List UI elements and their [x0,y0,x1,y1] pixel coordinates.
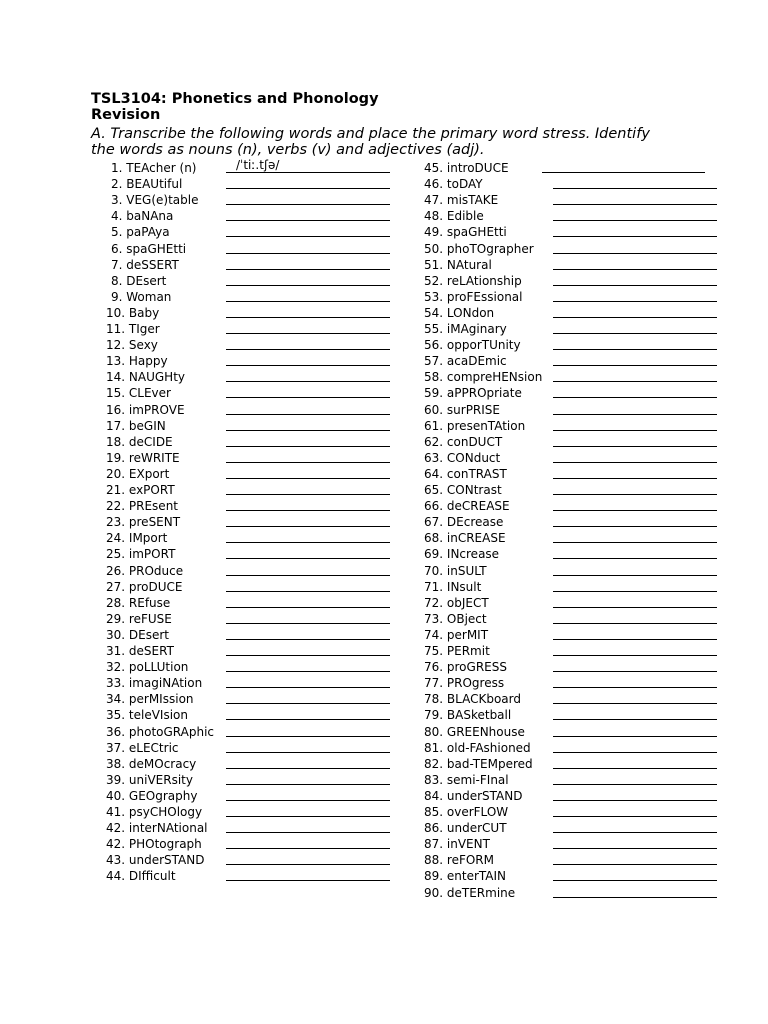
answer-blank[interactable] [553,400,717,415]
word-label: 63. CONduct [424,451,501,465]
word-label: 52. reLAtionship [424,274,522,288]
answer-blank[interactable] [553,593,717,608]
answer-blank[interactable] [553,770,717,785]
answer-blank[interactable] [553,641,717,656]
word-label: 64. conTRAST [424,467,507,481]
answer-blank[interactable] [553,834,717,849]
answer-blank[interactable] [553,416,717,431]
answer-blank[interactable] [553,464,717,479]
answer-blank[interactable] [226,786,390,801]
answer-blank[interactable] [226,609,390,624]
answer-blank[interactable] [226,528,390,543]
word-label: 28. REfuse [106,596,171,610]
answer-blank[interactable] [226,738,390,753]
answer-blank[interactable] [226,480,390,495]
answer-blank[interactable] [553,561,717,576]
word-label: 33. imagiNAtion [106,676,203,690]
answer-blank[interactable] [226,657,390,672]
word-label: 72. obJECT [424,596,489,610]
word-label: 66. deCREASE [424,499,510,513]
word-label: 48. Edible [424,209,484,223]
answer-blank[interactable] [553,528,717,543]
word-label: 47. misTAKE [424,193,499,207]
answer-blank[interactable] [553,818,717,833]
answer-blank[interactable] [226,593,390,608]
word-label: 15. CLEver [106,386,171,400]
answer-blank[interactable] [553,383,717,398]
answer-blank[interactable] [226,705,390,720]
word-label: 1. TEAcher (n) [111,161,197,175]
document-title: TSL3104: Phonetics and Phonology [91,91,379,107]
word-label: 35. teleVIsion [106,708,188,722]
answer-blank[interactable] [553,689,717,704]
word-label: 51. NAtural [424,258,492,272]
word-label: 46. toDAY [424,177,483,191]
word-label: 34. perMIssion [106,692,194,706]
answer-blank[interactable] [553,448,717,463]
answer-blank[interactable] [553,432,717,447]
word-label: 43. underSTAND [106,853,205,867]
word-label: 87. inVENT [424,837,490,851]
word-label: 12. Sexy [106,338,158,352]
word-label: 80. GREENhouse [424,725,525,739]
answer-blank[interactable] [226,818,390,833]
answer-blank[interactable] [226,770,390,785]
answer-blank[interactable] [553,657,717,672]
answer-blank[interactable] [226,802,390,817]
word-label: 4. baNAna [111,209,174,223]
answer-blank[interactable] [226,222,390,237]
word-label: 32. poLLUtion [106,660,189,674]
word-label: 61. presenTAtion [424,419,526,433]
answer-blank[interactable] [553,754,717,769]
answer-blank[interactable] [553,222,717,237]
answer-blank[interactable] [553,335,717,350]
answer-blank[interactable] [553,544,717,559]
answer-blank[interactable] [226,206,390,221]
word-label: 9. Woman [111,290,172,304]
answer-blank[interactable] [553,190,717,205]
answer-blank[interactable] [553,577,717,592]
word-label: 25. imPORT [106,547,176,561]
answer-blank[interactable] [553,496,717,511]
word-label: 75. PERmit [424,644,490,658]
word-label: 26. PROduce [106,564,184,578]
word-label: 71. INsult [424,580,482,594]
word-label: 6. spaGHEtti [111,242,187,256]
word-label: 27. proDUCE [106,580,183,594]
word-label: 82. bad-TEMpered [424,757,533,771]
word-label: 59. aPPROpriate [424,386,522,400]
answer-blank[interactable] [226,625,390,640]
word-label: 14. NAUGHty [106,370,185,384]
answer-blank[interactable] [553,738,717,753]
document-subtitle: Revision [91,107,161,123]
answer-blank[interactable] [553,319,717,334]
answer-blank[interactable] [226,641,390,656]
word-label: 77. PROgress [424,676,505,690]
word-label: 18. deCIDE [106,435,173,449]
word-label: 79. BASketball [424,708,512,722]
word-label: 21. exPORT [106,483,175,497]
word-label: 81. old-FAshioned [424,741,531,755]
answer-blank[interactable] [226,367,390,382]
word-label: 2. BEAUtiful [111,177,183,191]
word-label: 76. proGRESS [424,660,507,674]
word-label: 74. perMIT [424,628,489,642]
word-label: 40. GEOgraphy [106,789,198,803]
answer-blank[interactable] [542,158,705,173]
answer-blank[interactable] [553,883,717,898]
answer-blank[interactable] [226,287,390,302]
answer-blank[interactable] [553,673,717,688]
word-label: 56. opporTUnity [424,338,521,352]
word-label: 20. EXport [106,467,170,481]
answer-blank[interactable] [226,303,390,318]
answer-blank[interactable] [226,464,390,479]
answer-blank[interactable] [226,432,390,447]
word-label: 84. underSTAND [424,789,523,803]
word-label: 78. BLACKboard [424,692,521,706]
word-label: 19. reWRITE [106,451,180,465]
answer-blank[interactable] [553,850,717,865]
word-label: 69. INcrease [424,547,500,561]
answer-blank[interactable] [553,480,717,495]
answer-blank[interactable] [226,319,390,334]
answer-blank[interactable] [553,866,717,881]
answer-blank[interactable] [226,190,390,205]
word-label: 31. deSERT [106,644,174,658]
answer-blank[interactable] [553,802,717,817]
answer-blank[interactable] [226,673,390,688]
answer-blank[interactable] [226,850,390,865]
word-label: 23. preSENT [106,515,181,529]
answer-blank[interactable] [553,206,717,221]
word-label: 39. uniVERsity [106,773,193,787]
word-label: 37. eLECtric [106,741,179,755]
answer-blank[interactable] [226,577,390,592]
answer-blank[interactable] [553,722,717,737]
word-label: 89. enterTAIN [424,869,507,883]
answer-blank[interactable] [226,335,390,350]
word-label: 88. reFORM [424,853,494,867]
word-label: 53. proFEssional [424,290,523,304]
answer-blank[interactable] [226,174,390,189]
word-label: 29. reFUSE [106,612,172,626]
answer-blank[interactable] [226,866,390,881]
word-label: 86. underCUT [424,821,507,835]
word-label: 44. DIfficult [106,869,176,883]
answer-blank[interactable] [553,271,717,286]
word-label: 70. inSULT [424,564,487,578]
answer-blank[interactable] [553,609,717,624]
answer-blank[interactable] [226,416,390,431]
answer-blank[interactable] [226,239,390,254]
answer-blank[interactable] [226,544,390,559]
word-label: 62. conDUCT [424,435,503,449]
word-label: 50. phoTOgrapher [424,242,534,256]
word-label: 67. DEcrease [424,515,504,529]
answer-blank[interactable] [226,512,390,527]
answer-blank[interactable] [226,496,390,511]
instruction-line-1: A. Transcribe the following words and place the primary word stress. Identify [91,126,650,142]
answer-blank[interactable] [226,689,390,704]
answer-blank[interactable] [226,561,390,576]
word-label: 49. spaGHEtti [424,225,507,239]
word-label: 60. surPRISE [424,403,501,417]
word-label: 5. paPAya [111,225,170,239]
word-label: 13. Happy [106,354,168,368]
answer-blank[interactable] [553,351,717,366]
answer-blank[interactable] [553,625,717,640]
answer-blank[interactable] [553,512,717,527]
answer-blank[interactable] [226,400,390,415]
answer-blank[interactable] [553,174,717,189]
answer-blank[interactable] [553,705,717,720]
word-label: 54. LONdon [424,306,495,320]
word-label: 16. imPROVE [106,403,185,417]
word-label: 30. DEsert [106,628,169,642]
word-label: 8. DEsert [111,274,167,288]
word-label: 45. introDUCE [424,161,509,175]
word-label: 7. deSSERT [111,258,179,272]
answer-blank[interactable] [226,448,390,463]
word-label: 11. TIger [106,322,160,336]
word-label: 41. psyCHOlogy [106,805,203,819]
answer-blank[interactable] [553,303,717,318]
word-label: 17. beGIN [106,419,166,433]
instruction-line-2: the words as nouns (n), verbs (v) and adjectives (adj). [91,142,485,158]
word-label: 36. photoGRAphic [106,725,215,739]
answer-blank[interactable] [553,287,717,302]
answer-blank[interactable]: /ˈtiː.tʃə/ [226,158,390,173]
answer-blank[interactable] [226,271,390,286]
answer-blank[interactable] [226,754,390,769]
word-label: 38. deMOcracy [106,757,197,771]
word-label: 85. overFLOW [424,805,509,819]
word-label: 73. OBject [424,612,487,626]
word-label: 83. semi-FInal [424,773,509,787]
answer-blank[interactable] [553,255,717,270]
word-label: 55. iMAginary [424,322,507,336]
word-label: 22. PREsent [106,499,178,513]
answer-blank[interactable] [553,239,717,254]
word-label: 42. interNAtional [106,821,208,835]
word-label: 68. inCREASE [424,531,506,545]
answer-blank[interactable] [553,786,717,801]
word-label: 24. IMport [106,531,168,545]
answer-blank[interactable] [226,834,390,849]
answer-blank[interactable] [553,367,717,382]
word-label: 3. VEG(e)table [111,193,199,207]
word-label: 10. Baby [106,306,160,320]
answer-blank[interactable] [226,383,390,398]
answer-blank[interactable] [226,351,390,366]
word-label: 42. PHOtograph [106,837,202,851]
word-label: 65. CONtrast [424,483,502,497]
answer-blank[interactable] [226,255,390,270]
word-label: 90. deTERmine [424,886,516,900]
word-label: 58. compreHENsion [424,370,543,384]
answer-blank[interactable] [226,722,390,737]
word-label: 57. acaDEmic [424,354,507,368]
